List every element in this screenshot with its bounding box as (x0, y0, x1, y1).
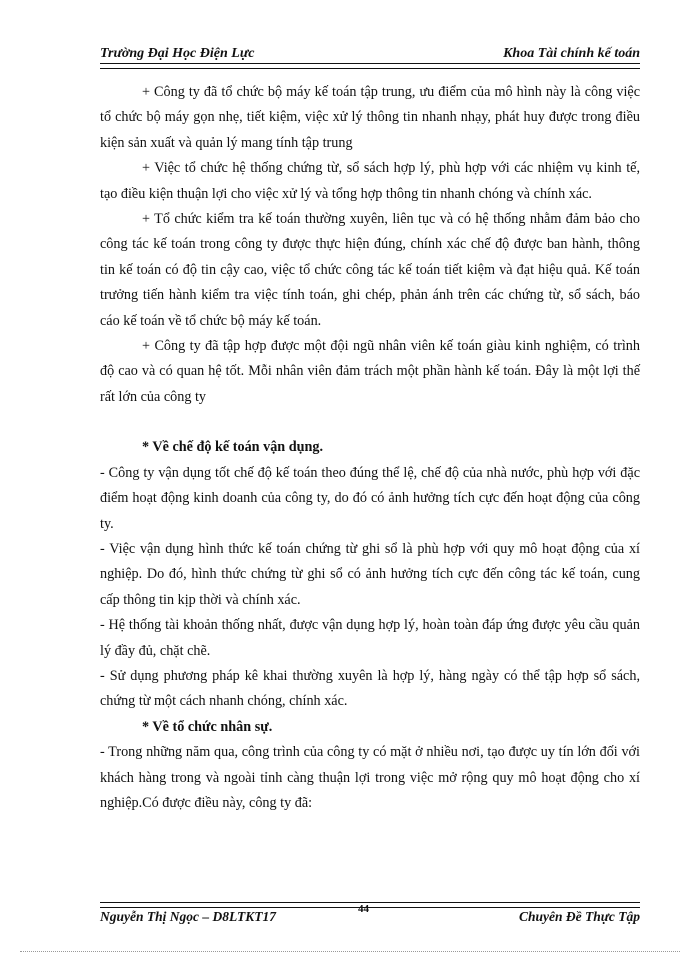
paragraph-1: + Công ty đã tổ chức bộ máy kế toán tập trung, ưu điểm của mô hình này là công việc tổ chức bộ máy gọn nhẹ, tiết kiệm, việc xử lý thông tin nhanh nhạy, phát huy được trong điều kiện sản xuất và quản lý mang tính tập trung (100, 84, 640, 151)
dash-item-3: - Hệ thống tài khoản thống nhất, được vận dụng hợp lý, hoàn toàn đáp ứng được yêu cầu quản lý đầy đủ, chặt chẽ. (100, 617, 640, 659)
header-rule (100, 63, 640, 69)
footer-title: Chuyên Đề Thực Tập (519, 909, 640, 924)
paragraph-gap (100, 410, 640, 435)
dash-item-5: - Trong những năm qua, công trình của công ty có mặt ở nhiều nơi, tạo được uy tín lớn đối với khách hàng trong và ngoài tỉnh càng thuận lợi trong việc mở rộng quy mô hoạt động cho xí nghiệp.Có được điều này, công ty đã: (100, 744, 640, 811)
page-footer (100, 905, 640, 929)
section-heading-accounting-regime: * Về chế độ kế toán vận dụng. (142, 439, 324, 456)
dash-item-4: - Sử dụng phương pháp kê khai thường xuyên là hợp lý, hàng ngày có thể tập hợp sổ sách, chứng từ một cách nhanh chóng, chính xác. (100, 667, 640, 710)
paragraph-3: + Tổ chức kiểm tra kế toán thường xuyên, liên tục và có hệ thống nhằm đảm bảo cho công tác kế toán trong công ty được thực hiện đúng, chính xác chế độ được ban hành, thông tin kế toán có độ tin cậy cao, việc tổ chức công tác kế toán tiết kiệm và đạt hiệu quả. Kế toán trưởng tiến hành kiểm tra việc tính toán, ghi chép, phản ánh trên các chứng từ, sổ sách, báo cáo kế toán về tổ chức bộ máy kế toán. (100, 211, 640, 329)
header-faculty: Khoa Tài chính kế toán (503, 46, 640, 61)
page-number: 44 (358, 903, 369, 915)
header-university: Trường Đại Học Điện Lực (100, 46, 255, 61)
paragraph-4: + Công ty đã tập hợp được một đội ngũ nhân viên kế toán giàu kinh nghiệm, có trình độ cao và có quan hệ tốt. Mỗi nhân viên đảm trách một phần hành kế toán. Đây là một lợi thế rất lớn của công ty (100, 338, 640, 405)
paragraph-2: + Việc tổ chức hệ thống chứng từ, sổ sách hợp lý, phù hợp với các nhiệm vụ kinh tế, tạo điều kiện thuận lợi cho việc xử lý và tổng hợp thông tin nhanh chóng và chính xác. (100, 160, 640, 202)
dash-item-2: - Việc vận dụng hình thức kế toán chứng từ ghi sổ là phù hợp với quy mô hoạt động của xí nghiệp. Do đó, hình thức chứng từ ghi sổ có ảnh hưởng tích cực đến công tác kế toán, cung cấp thông tin kịp thời và chính xác. (100, 540, 640, 608)
footer-author: Nguyễn Thị Ngọc – D8LTKT17 (100, 909, 276, 924)
body-text (100, 80, 640, 816)
dash-item-1: - Công ty vận dụng tốt chế độ kế toán theo đúng thể lệ, chế độ của nhà nước, phù hợp với đặc điểm hoạt động kinh doanh của công ty, do đó có ảnh hưởng tích cực đến hoạt động của công ty. (100, 464, 640, 532)
section-heading-personnel: * Về tổ chức nhân sự. (142, 718, 273, 735)
page-header (100, 40, 640, 62)
page-edge-divider (20, 951, 680, 952)
